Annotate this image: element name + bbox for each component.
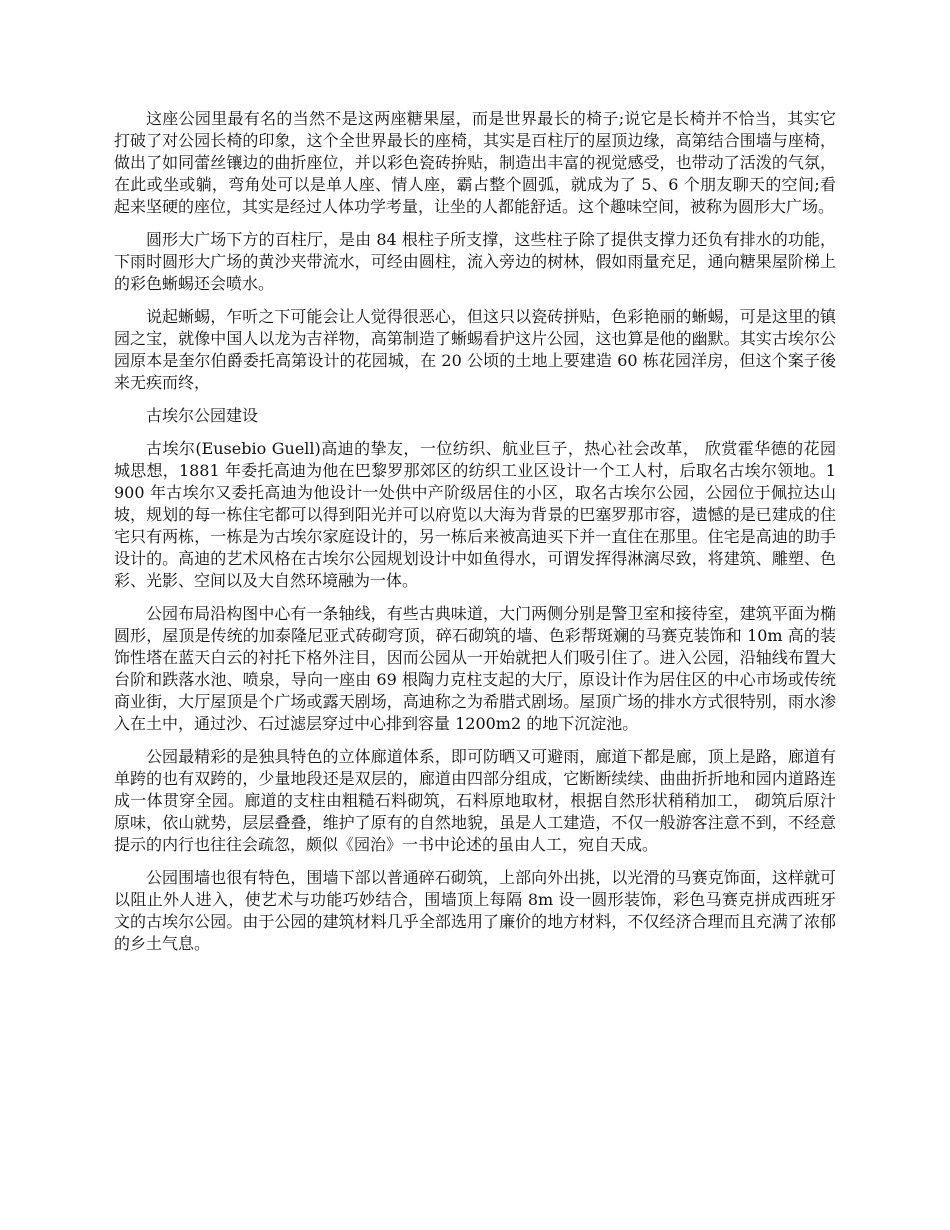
paragraph-corridors: 公园最精彩的是独具特色的立体廊道体系，即可防晒又可避雨，廊道下都是廊，顶上是路，廊道有单跨的也有双跨的，少量地段还是双层的，廊道由四部分组成，它断断续续、曲曲折折地和园内道路连成一体贯穿全园。廊道的支柱由粗糙石料砌筑，石料原地取材，根据自然形状稍稍加工， 砌筑后原汁原味，依山就势，层层叠叠，维护了原有的自然地貌，虽是人工建造，不仅一般游客注意不到，不经意提示的内行也往往会疏忽，颇似《园治》一书中论述的虽由人工，宛自天成。 — [114, 747, 836, 854]
paragraph-layout: 公园布局沿构图中心有一条轴线，有些古典味道，大门两侧分别是警卫室和接待室，建筑平面为椭圆形，屋顶是传统的加泰隆尼亚式砖砌穹顶，碎石砌筑的墙、色彩帮斑斓的马赛克装饰和 10m 高的装饰性塔在蓝天白云的衬托下格外注目，因而公园从一开始就把人们吸引住了。进入公园，沿轴线布置大台阶和跌落水池、喷泉，导向一座由 69 根陶力克柱支起的大厅，原设计作为居住区的中心市场或传统商业街，大厅屋顶是个广场或露天剧场，高迪称之为希腊式剧场。屋顶广场的排水方式很特别，雨水渗入在土中，通过沙、石过滤层穿过中心排到容量 1200m2 的地下沉淀池。 — [114, 604, 836, 733]
paragraph-guell-history: 古埃尔(Eusebio Guell)高迪的挚友，一位纺织、航业巨子，热心社会改革， 欣赏霍华德的花园城思想，1881 年委托高迪为他在巴黎罗那郊区的纺织工业区设计一个工人村，后取名古埃尔领地。1900 年古埃尔又委托高迪为他设计一处供中产阶级居住的小区，取名古埃尔公园，公园位于佩拉达山坡，规划的每一栋住宅都可以得到阳光并可以府览以大海为背景的巴塞罗那市容，遗憾的是已建成的住宅只有两栋，一栋是为古埃尔家庭设计的，另一栋后来被高迪买下并一直住在那里。住宅是高迪的助手设计的。高迪的艺术风格在古埃尔公园规划设计中如鱼得水，可谓发挥得淋漓尽致，将建筑、雕塑、色彩、光影、空间以及大自然环境融为一体。 — [114, 439, 836, 590]
paragraph-bench: 这座公园里最有名的当然不是这两座糖果屋，而是世界最长的椅子;说它是长椅并不恰当，其实它打破了对公园长椅的印象，这个全世界最长的座椅，其实是百柱厅的屋顶边缘，高第结合围墙与座椅，做出了如同蕾丝镶边的曲折座位，并以彩色瓷砖拚贴，制造出丰富的视觉感受，也带动了活泼的气氛，在此或坐或躺，弯角处可以是单人座、情人座，霸占整个圆弧，就成为了 5、6 个朋友聊天的空间;看起来坚硬的座位，其实是经过人体功学考量，让坐的人都能舒适。这个趣味空间，被称为圆形大广场。 — [114, 109, 836, 216]
document-body — [114, 108, 836, 966]
paragraph-lizard: 说起蜥蜴，乍听之下可能会让人觉得很恶心，但这只以瓷砖拼贴，色彩艳丽的蜥蜴，可是这里的镇园之宝，就像中国人以龙为吉祥物，高第制造了蜥蜴看护这片公园，这也算是他的幽默。其实古埃尔公园原本是奎尔伯爵委托高第设计的花园城，在 20 公顷的土地上要建造 60 栋花园洋房，但这个案子後来无疾而终， — [114, 307, 836, 392]
paragraph-walls: 公园围墙也很有特色，围墙下部以普通碎石砌筑，上部向外出挑，以光滑的马赛克饰面，这样就可以阻止外人进入，使艺术与功能巧妙结合，围墙顶上每隔 8m 设一圆形装饰，彩色马赛克拼成西班牙文的古埃尔公园。由于公园的建筑材料几乎全部选用了廉价的地方材料，不仅经济合理而且充满了浓郁的乡土气息。 — [114, 868, 836, 953]
paragraph-hypostyle-hall: 圆形大广场下方的百柱厅，是由 84 根柱子所支撑，这些柱子除了提供支撑力还负有排水的功能，下雨时圆形大广场的黄沙夹带流水，可经由圆柱，流入旁边的树林，假如雨量充足，通向糖果屋阶梯上的彩色蜥蜴还会喷水。 — [114, 230, 836, 293]
section-heading: 古埃尔公园建设 — [146, 406, 259, 425]
